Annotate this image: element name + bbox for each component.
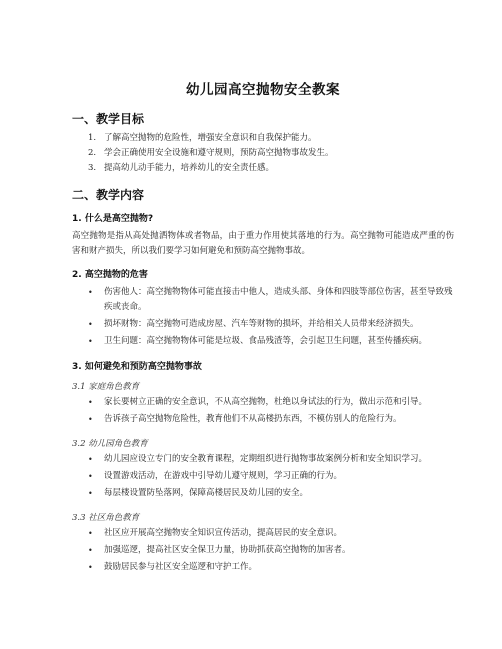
item-number: 2.	[88, 148, 97, 158]
list-item	[72, 161, 454, 176]
item-text: 伤害他人：高空抛物物体可能直接击中他人，造成头部、身体和四肢等部位伤害，甚至导致残疾或丧命。	[104, 287, 453, 312]
subsection-heading: 3. 如何避免和预防高空抛物事故	[72, 362, 202, 372]
list-item	[72, 452, 454, 467]
item-text: 损坏财物：高空抛物可造成房屋、汽车等财物的损坏，并给相关人员带来经济损失。	[104, 319, 419, 329]
list-item	[72, 543, 454, 558]
item-text: 鼓励居民参与社区安全巡逻和守护工作。	[104, 562, 258, 572]
list-item	[72, 560, 454, 575]
hazards-list	[72, 285, 454, 349]
list-item	[72, 317, 454, 332]
section-teaching-goals	[72, 110, 454, 176]
bullet-icon: •	[88, 455, 93, 464]
bullet-icon: •	[88, 546, 93, 555]
item-text: 了解高空抛物的危险性，增强安全意识和自我保护能力。	[104, 133, 317, 143]
list-item	[72, 526, 454, 541]
list-item	[72, 395, 454, 410]
list-item	[72, 412, 454, 427]
list-item	[72, 486, 454, 501]
item-text: 加强巡逻，提高社区安全保卫力量，协助抓获高空抛物的加害者。	[104, 545, 351, 555]
section-heading: 二、教学内容	[72, 188, 145, 202]
bullet-icon: •	[88, 489, 93, 498]
item-text: 幼儿园应设立专门的安全教育课程，定期组织进行抛物事故案例分析和安全知识学习。	[104, 454, 428, 464]
paragraph: 高空抛物是指从高处抛洒物体或者物品，由于重力作用使其落地的行为。高空抛物可能造成严重的伤害和财产损失，所以我们要学习如何避免和预防高空抛物事故。	[72, 231, 454, 256]
item-text: 告诉孩子高空抛物危险性，教育他们不从高楼扔东西，不模仿别人的危险行为。	[104, 414, 402, 424]
section-teaching-content	[72, 186, 454, 575]
item-number: 1.	[88, 133, 97, 143]
item-text: 每层楼设置防坠落网，保障高楼居民及幼儿园的安全。	[104, 488, 309, 498]
role-heading: 3.2 幼儿园角色教育	[72, 439, 148, 449]
bullet-icon: •	[88, 563, 93, 572]
list-item	[72, 334, 454, 349]
item-text: 设置游戏活动，在游戏中引导幼儿遵守规则，学习正确的行为。	[104, 471, 343, 481]
document-title: 幼儿园高空抛物安全教案	[186, 82, 340, 98]
kindergarten-role-list	[72, 452, 454, 501]
bullet-icon: •	[88, 398, 93, 407]
bullet-icon: •	[88, 320, 93, 329]
item-text: 社区应开展高空抛物安全知识宣传活动，提高居民的安全意识。	[104, 528, 343, 538]
community-role-list	[72, 526, 454, 575]
bullet-icon: •	[88, 288, 93, 297]
bullet-icon: •	[88, 529, 93, 538]
item-text: 学会正确使用安全设施和遵守规则，预防高空抛物事故发生。	[104, 148, 334, 158]
item-number: 3.	[88, 163, 97, 173]
item-text: 卫生问题：高空抛物物体可能是垃圾、食品残渣等，会引起卫生问题，甚至传播疾病。	[104, 336, 428, 346]
section-heading: 一、教学目标	[72, 112, 145, 126]
role-heading: 3.3 社区角色教育	[72, 513, 140, 523]
list-item	[72, 285, 454, 315]
role-heading: 3.1 家庭角色教育	[72, 382, 140, 392]
bullet-icon: •	[88, 415, 93, 424]
subsection-heading: 2. 高空抛物的危害	[72, 270, 148, 280]
list-item	[72, 131, 454, 146]
list-item	[72, 469, 454, 484]
list-item	[72, 146, 454, 161]
bullet-icon: •	[88, 337, 93, 346]
family-role-list	[72, 395, 454, 427]
bullet-icon: •	[88, 472, 93, 481]
goals-list	[72, 131, 454, 176]
item-text: 提高幼儿动手能力，培养幼儿的安全责任感。	[104, 163, 275, 173]
item-text: 家长要树立正确的安全意识，不从高空抛物，杜绝以身试法的行为，做出示范和引导。	[104, 397, 428, 407]
subsection-heading: 1. 什么是高空抛物?	[72, 214, 154, 224]
